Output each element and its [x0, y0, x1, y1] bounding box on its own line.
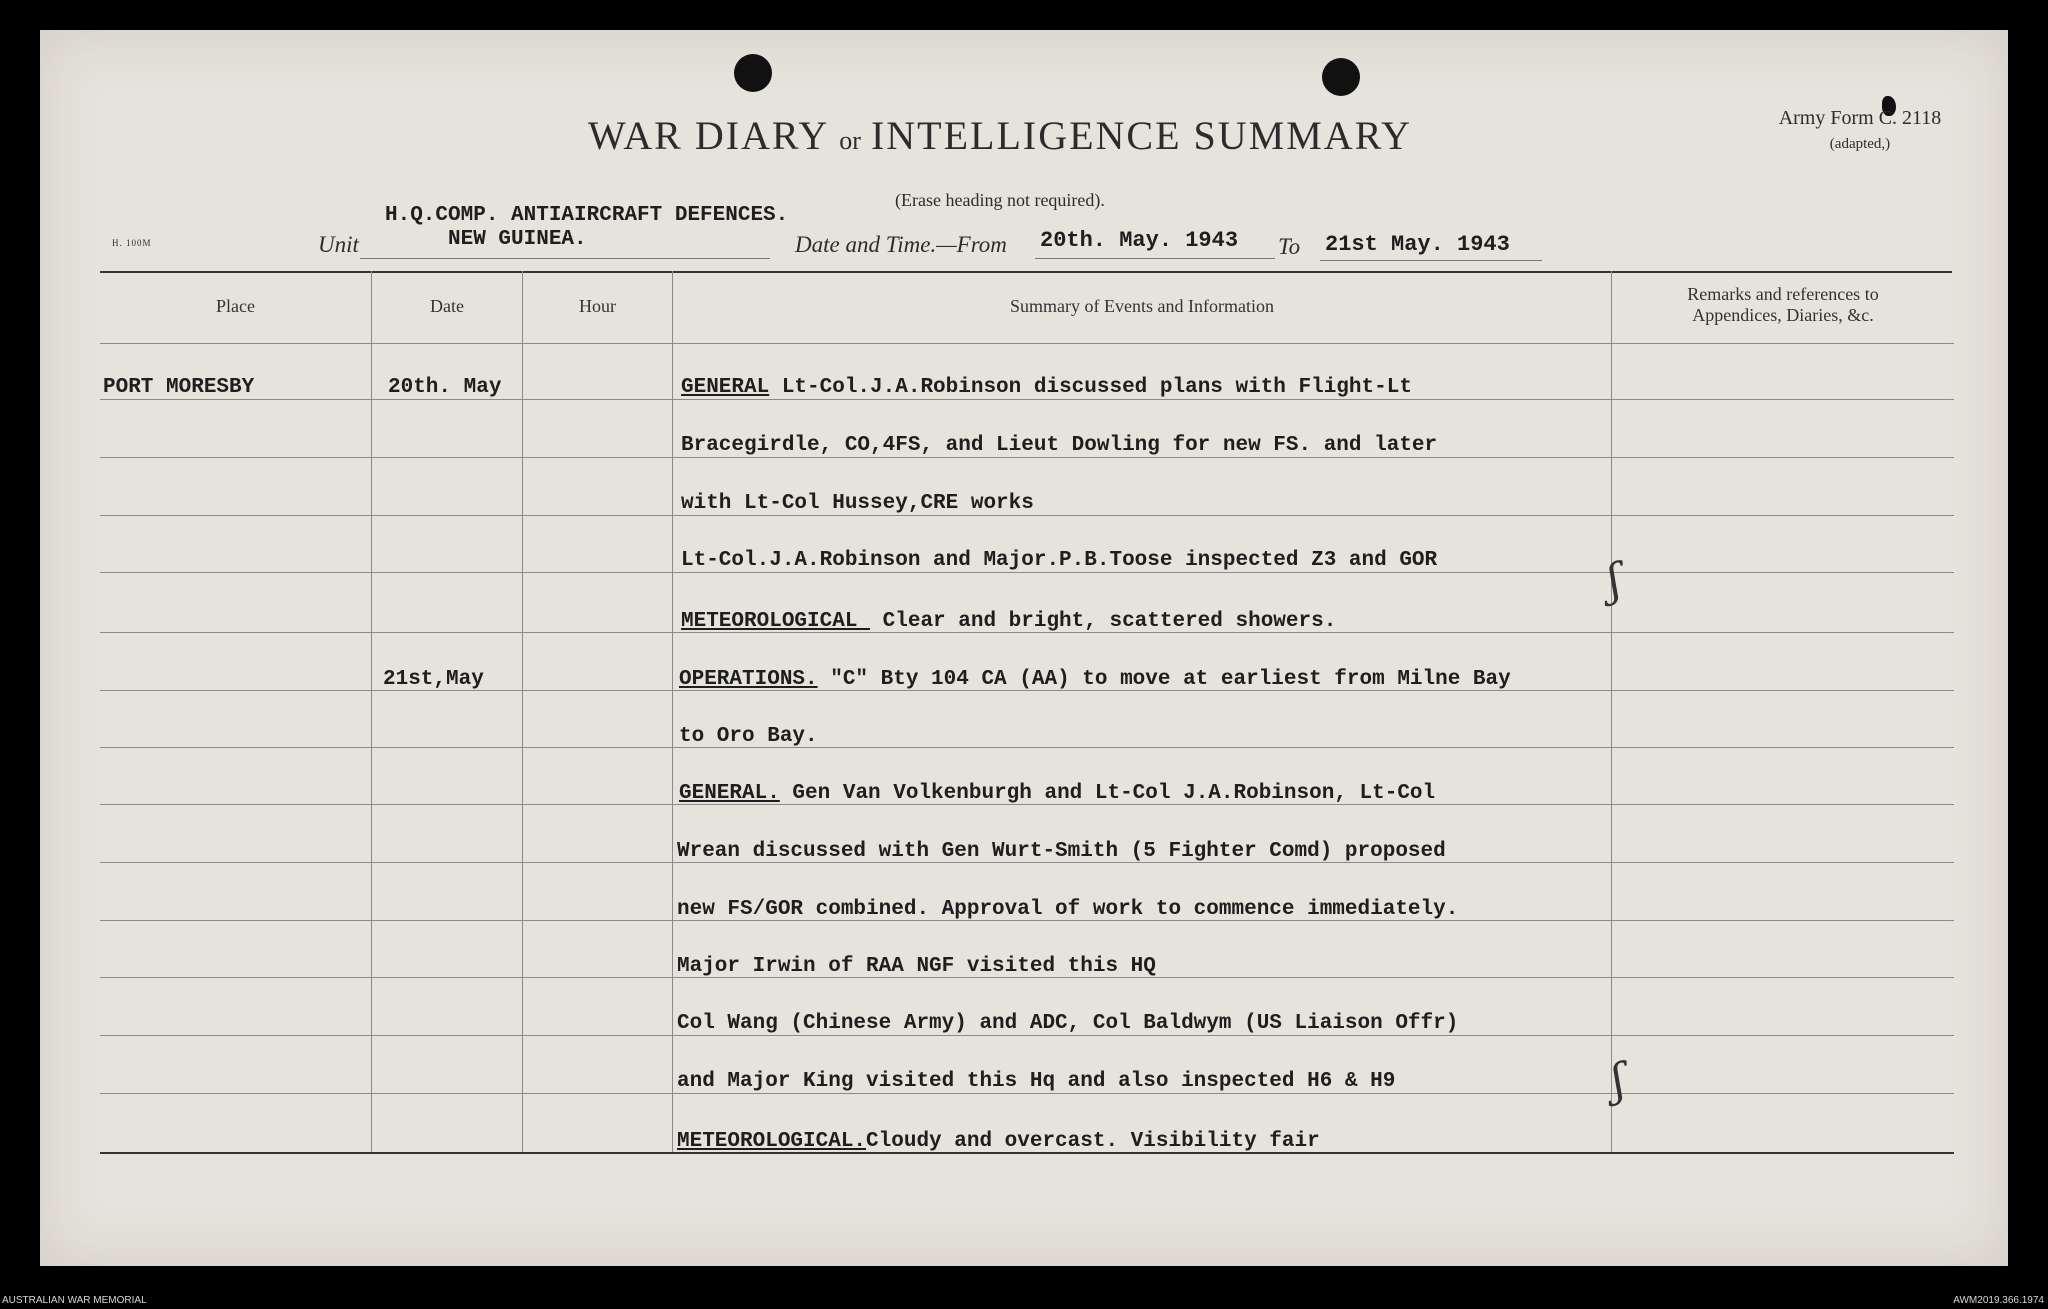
summary-line: to Oro Bay.	[679, 725, 818, 748]
summary-line: Lt-Col.J.A.Robinson and Major.P.B.Toose inspected Z3 and GOR	[681, 549, 1438, 572]
summary-text: "C" Bty 104 CA (AA) to move at earliest from Milne Bay	[817, 668, 1511, 691]
summary-line	[681, 610, 1336, 633]
handwritten-initial-mark: ʃ	[1602, 554, 1626, 607]
adapted-label: (adapted,)	[1829, 136, 1891, 152]
table-top-rule	[100, 271, 1952, 273]
section-heading-general: GENERAL.	[679, 782, 780, 805]
row-rule	[100, 515, 1954, 516]
summary-line	[677, 1130, 1320, 1153]
punch-hole	[1322, 58, 1360, 96]
from-underline	[1035, 258, 1275, 259]
summary-line: Bracegirdle, CO,4FS, and Lieut Dowling for new FS. and later	[681, 434, 1438, 457]
table-header-rule	[100, 343, 1954, 344]
remarks-header-line2: Appendices, Diaries, &c.	[1692, 305, 1874, 325]
summary-line: Major Irwin of RAA NGF visited this HQ	[677, 955, 1156, 978]
title-war-diary: WAR DIARY	[587, 113, 830, 158]
unit-underline	[360, 258, 770, 259]
handwritten-initial-mark: ʃ	[1606, 1054, 1630, 1107]
summary-line: new FS/GOR combined. Approval of work to commence immediately.	[677, 898, 1459, 921]
title-or: or	[839, 126, 861, 155]
column-divider	[672, 271, 673, 1152]
section-heading-operations: OPERATIONS.	[679, 668, 818, 691]
summary-line	[679, 782, 1435, 805]
section-heading-meteorological: METEOROLOGICAL.	[677, 1130, 867, 1153]
row-rule	[100, 457, 1954, 458]
column-divider	[522, 271, 523, 1152]
column-header-place: Place	[216, 296, 255, 316]
summary-line	[679, 668, 1511, 691]
row-rule	[100, 747, 1954, 748]
row-rule	[100, 399, 1954, 400]
column-header-summary: Summary of Events and Information	[1010, 296, 1274, 316]
to-label: To	[1278, 234, 1301, 259]
to-underline	[1320, 260, 1542, 261]
section-heading-general: GENERAL	[681, 376, 770, 399]
archive-reference: AWM2019.366.1974	[1953, 1295, 2044, 1306]
title-intelligence-summary: INTELLIGENCE SUMMARY	[870, 113, 1413, 158]
summary-line: Col Wang (Chinese Army) and ADC, Col Baldwym (US Liaison Offr)	[677, 1012, 1459, 1035]
column-header-date: Date	[430, 296, 464, 316]
column-divider	[371, 271, 372, 1152]
column-header-hour: Hour	[579, 296, 616, 316]
summary-text: Cloudy and overcast. Visibility fair	[866, 1130, 1320, 1153]
column-header-remarks	[1612, 284, 1954, 326]
archive-credit: AUSTRALIAN WAR MEMORIAL	[2, 1295, 147, 1306]
row-rule	[100, 572, 1954, 573]
summary-line	[681, 376, 1412, 399]
date-time-label: Date and Time.—From	[795, 232, 1007, 257]
summary-line: Wrean discussed with Gen Wurt-Smith (5 Fighter Comd) proposed	[677, 840, 1446, 863]
summary-line: and Major King visited this Hq and also inspected H6 & H9	[677, 1070, 1396, 1093]
summary-text: Gen Van Volkenburgh and Lt-Col J.A.Robinson, Lt-Col	[779, 782, 1436, 805]
place-value: PORT MORESBY	[103, 376, 255, 399]
row-rule	[100, 1035, 1954, 1036]
unit-value-line1: H.Q.COMP. ANTIAIRCRAFT DEFENCES.	[385, 204, 789, 227]
date-value-20th-may: 20th. May	[388, 376, 502, 399]
row-rule	[100, 1093, 1954, 1094]
remarks-header-line1: Remarks and references to	[1687, 284, 1879, 304]
from-date: 20th. May. 1943	[1040, 228, 1239, 253]
army-form-label: Army Form C. 2118	[1778, 107, 1942, 129]
print-code: H. 100M	[112, 238, 152, 248]
summary-line: with Lt-Col Hussey,CRE works	[681, 492, 1034, 515]
summary-text: Lt-Col.J.A.Robinson discussed plans with Flight-Lt	[769, 376, 1412, 399]
unit-label: Unit	[318, 232, 359, 257]
summary-text: Clear and bright, scattered showers.	[870, 610, 1337, 633]
punch-hole	[734, 54, 772, 92]
section-heading-meteorological: METEOROLOGICAL	[681, 610, 871, 633]
form-title	[550, 112, 1450, 159]
date-value-21st-may: 21st,May	[383, 668, 484, 691]
army-form-number	[1720, 105, 2000, 157]
erase-note: (Erase heading not required).	[895, 190, 1105, 210]
column-divider	[1611, 271, 1612, 1152]
to-date: 21st May. 1943	[1325, 232, 1510, 257]
unit-value-line2: NEW GUINEA.	[448, 228, 587, 251]
